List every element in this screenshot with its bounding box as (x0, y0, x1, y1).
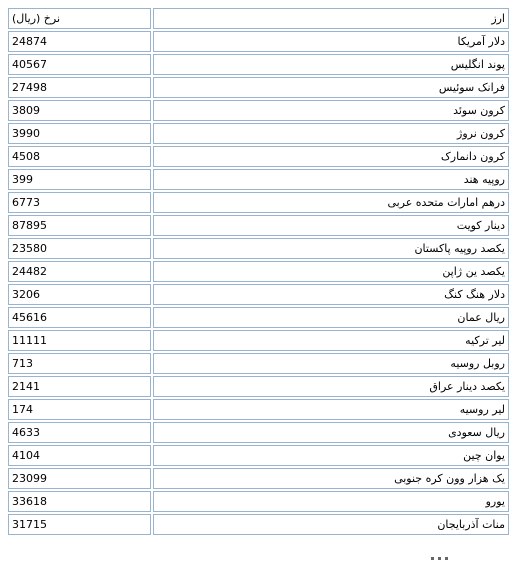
table-row (8, 353, 509, 374)
rate-value-cell: 31715 (8, 514, 151, 535)
rate-value-cell: 713 (8, 353, 151, 374)
table-row (8, 100, 509, 121)
table-row (8, 192, 509, 213)
exchange-rate-table-container (6, 6, 511, 537)
rate-value-cell: 23580 (8, 238, 151, 259)
table-row (8, 399, 509, 420)
currency-name-cell: پوند انگلیس (153, 54, 509, 75)
rate-value-cell: 3809 (8, 100, 151, 121)
currency-column-header: ارز (153, 8, 509, 29)
rate-value-cell: 174 (8, 399, 151, 420)
table-row (8, 514, 509, 535)
rate-column-header: نرخ (ریال) (8, 8, 151, 29)
table-row (8, 445, 509, 466)
currency-name-cell: لیر ترکیه (153, 330, 509, 351)
currency-name-cell: لیر روسیه (153, 399, 509, 420)
rate-value-cell: 3990 (8, 123, 151, 144)
currency-name-cell: فرانک سوئیس (153, 77, 509, 98)
table-row (8, 491, 509, 512)
rate-value-cell: 2141 (8, 376, 151, 397)
rate-value-cell: 6773 (8, 192, 151, 213)
table-row (8, 376, 509, 397)
footer-dot (438, 557, 441, 560)
table-row (8, 284, 509, 305)
currency-name-cell: دلار هنگ کنگ (153, 284, 509, 305)
table-row (8, 422, 509, 443)
footer-dot (431, 557, 434, 560)
table-row (8, 169, 509, 190)
currency-name-cell: منات آذربایجان (153, 514, 509, 535)
rate-value-cell: 4508 (8, 146, 151, 167)
table-row (8, 31, 509, 52)
rate-value-cell: 23099 (8, 468, 151, 489)
table-body (8, 31, 509, 535)
currency-name-cell: یوان چین (153, 445, 509, 466)
rate-value-cell: 4104 (8, 445, 151, 466)
table-row (8, 123, 509, 144)
currency-name-cell: درهم امارات متحده عربی (153, 192, 509, 213)
table-row (8, 146, 509, 167)
currency-name-cell: یورو (153, 491, 509, 512)
currency-name-cell: کرون دانمارک (153, 146, 509, 167)
table-row (8, 307, 509, 328)
currency-name-cell: کرون سوئد (153, 100, 509, 121)
footer-decoration (431, 557, 461, 561)
table-row (8, 330, 509, 351)
currency-name-cell: دینار کویت (153, 215, 509, 236)
currency-name-cell: ریال عمان (153, 307, 509, 328)
rate-value-cell: 3206 (8, 284, 151, 305)
currency-name-cell: روبل روسیه (153, 353, 509, 374)
rate-value-cell: 11111 (8, 330, 151, 351)
currency-name-cell: دلار آمریکا (153, 31, 509, 52)
currency-name-cell: یکصد دینار عراق (153, 376, 509, 397)
table-row (8, 468, 509, 489)
rate-value-cell: 4633 (8, 422, 151, 443)
table-row (8, 215, 509, 236)
currency-name-cell: یکصد ین ژاپن (153, 261, 509, 282)
rate-value-cell: 399 (8, 169, 151, 190)
rate-value-cell: 24874 (8, 31, 151, 52)
footer-dot (445, 557, 448, 560)
rate-value-cell: 87895 (8, 215, 151, 236)
rate-value-cell: 40567 (8, 54, 151, 75)
table-row (8, 238, 509, 259)
currency-name-cell: کرون نروژ (153, 123, 509, 144)
currency-name-cell: یک هزار وون کره جنوبی (153, 468, 509, 489)
table-row (8, 77, 509, 98)
currency-name-cell: روپیه هند (153, 169, 509, 190)
table-row (8, 54, 509, 75)
rate-value-cell: 45616 (8, 307, 151, 328)
exchange-rate-table (6, 6, 511, 537)
rate-value-cell: 33618 (8, 491, 151, 512)
rate-value-cell: 24482 (8, 261, 151, 282)
currency-name-cell: یکصد روپیه پاکستان (153, 238, 509, 259)
table-header-row (8, 8, 509, 29)
currency-name-cell: ریال سعودی (153, 422, 509, 443)
table-row (8, 261, 509, 282)
rate-value-cell: 27498 (8, 77, 151, 98)
